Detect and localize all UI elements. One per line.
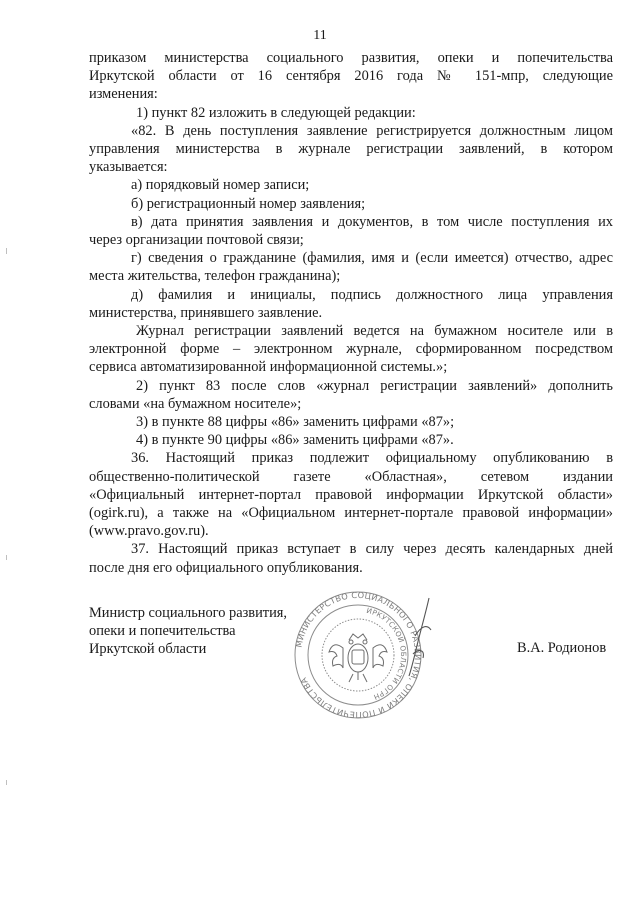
body-line: Иркутской области от 16 сентября 2016 года № 151-мпр, следующие [89, 68, 613, 85]
body-line: а) порядковый номер записи; [131, 177, 310, 194]
body-line: словами «на бумажном носителе»; [89, 395, 302, 412]
body-line: 1) пункт 82 изложить в следующей редакции: [136, 104, 416, 121]
body-line: после дня его официального опубликования. [89, 559, 363, 576]
body-line: 37. Настоящий приказ вступает в силу через десять календарных дней [131, 541, 613, 558]
body-line: сервиса автоматизированной информационной системы.»; [89, 359, 448, 376]
coat-of-arms-icon [329, 634, 387, 682]
handwritten-signature [385, 596, 445, 686]
body-line: в) дата принятия заявления и документов, в том числе поступления их [131, 213, 613, 230]
body-line: управления министерства в журнале регистрации заявлений, в котором [89, 141, 613, 158]
body-line: 4) в пункте 90 цифры «86» заменить цифрами «87». [136, 432, 454, 449]
body-line: 3) в пункте 88 цифры «86» заменить цифрами «87»; [136, 414, 455, 431]
body-line: б) регистрационный номер заявления; [131, 195, 366, 212]
body-line: изменения: [89, 86, 158, 103]
signatory-title-line-1: Министр социального развития, [89, 605, 287, 621]
scan-margin-mark [6, 780, 7, 785]
signatory-title-line-3: Иркутской области [89, 641, 207, 658]
scan-margin-mark [6, 248, 7, 254]
svg-text:ИРКУТСКОЙ ОБЛАСТИ ОГРН: ИРКУТСКОЙ ОБЛАСТИ ОГРН [365, 605, 409, 702]
body-line: «82. В день поступления заявление регистрируется должностным лицом [131, 122, 613, 139]
signature-block [89, 604, 287, 659]
body-line: приказом министерства социального развития, опеки и попечительства [89, 50, 613, 66]
signatory-title-line-2: опеки и попечительства [89, 623, 236, 640]
body-line: 2) пункт 83 после слов «журнал регистрации заявлений» дополнить [136, 377, 613, 394]
page-number: 11 [313, 28, 327, 43]
body-line: (ogirk.ru), а также на «Официальном интернет-портале правовой информации» [89, 505, 613, 522]
body-line: министерства, принявшего заявление. [89, 304, 323, 321]
body-line: (www.pravo.gov.ru). [89, 523, 209, 540]
body-line: 36. Настоящий приказ подлежит официальному опубликованию в [131, 450, 613, 467]
body-line: электронной форме – электронном журнале, сформированном посредством [89, 341, 613, 358]
body-line: г) сведения о гражданине (фамилия, имя и (если имеется) отчество, адрес [131, 250, 613, 267]
body-line: через организации почтовой связи; [89, 232, 304, 249]
scan-margin-mark [6, 555, 7, 560]
signatory-name: В.А. Родионов [517, 640, 607, 656]
body-line: Журнал регистрации заявлений ведется на бумажном носителе или в [136, 323, 613, 340]
svg-text:МИНИСТЕРСТВО СОЦИАЛЬНОГО РАЗВИ: МИНИСТЕРСТВО СОЦИАЛЬНОГО РАЗВИТИЯ, ОПЕКИ И ПОПЕЧИТЕЛЬСТВА [293, 590, 423, 720]
body-line: д) фамилия и инициалы, подпись должностного лица управления [131, 286, 613, 303]
body-line: общественно-политической газете «Областная», сетевом издании [89, 468, 613, 485]
body-line: указывается: [89, 159, 168, 176]
document-body [89, 49, 613, 577]
body-line: «Официальный интернет-портал правовой информации Иркутской области» [89, 486, 613, 503]
body-line: места жительства, телефон гражданина); [89, 268, 341, 285]
